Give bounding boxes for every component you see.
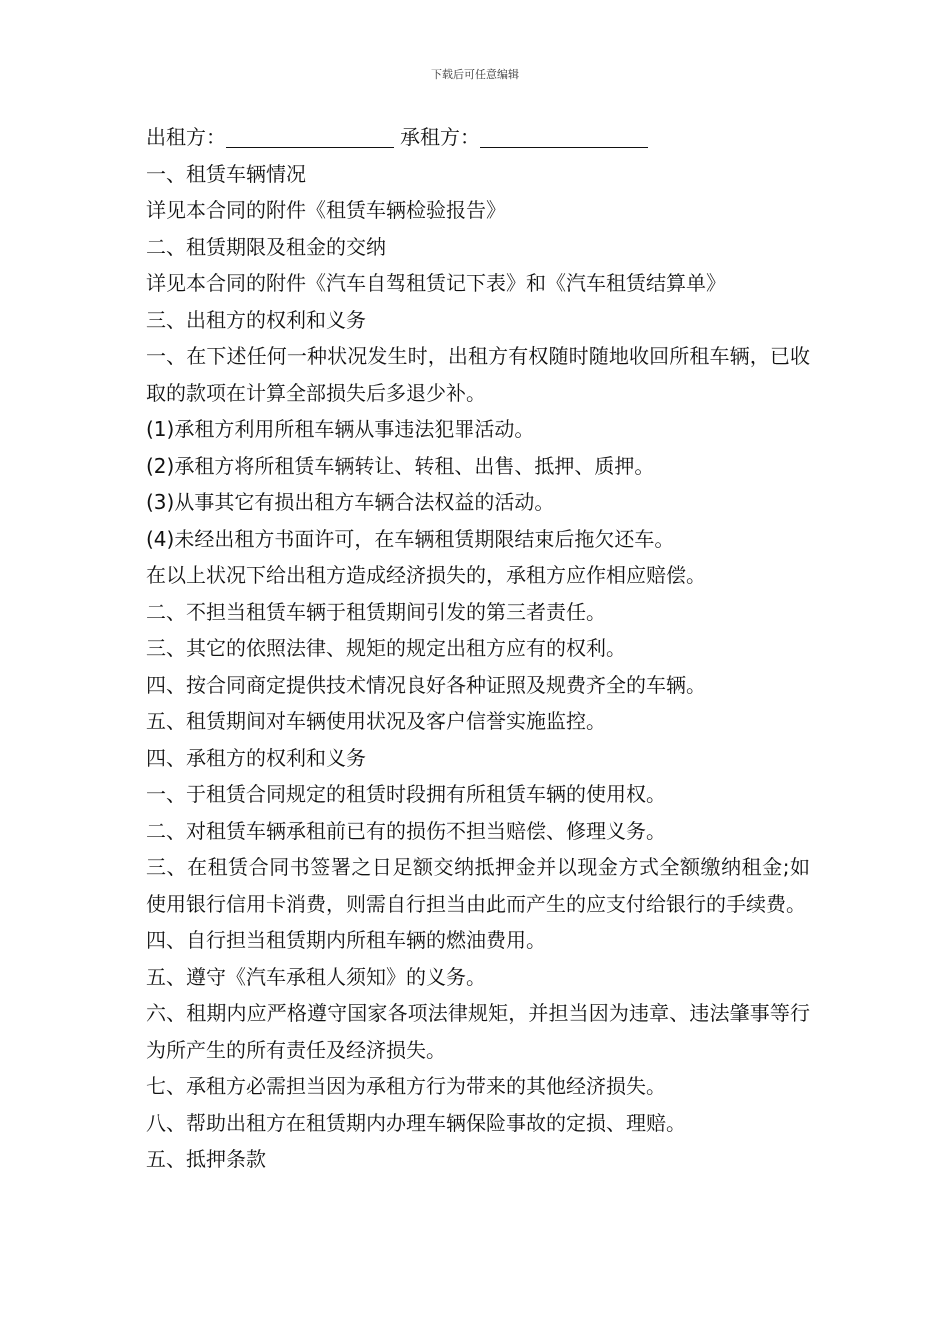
paragraph: 七、承租方必需担当因为承租方行为带来的其他经济损失。 bbox=[146, 1074, 666, 1098]
list-item: (2)承租方将所租赁车辆转让、转租、出售、抵押、质押。 bbox=[146, 453, 655, 478]
list-item: (3)从事其它有损出租方车辆合法权益的活动。 bbox=[146, 490, 555, 514]
parties-line bbox=[146, 119, 810, 156]
paragraph: 五、租赁期间对车辆使用状况及客户信誉实施监控。 bbox=[146, 709, 606, 733]
lessor-blank bbox=[226, 125, 394, 148]
paragraph: 四、自行担当租赁期内所租车辆的燃油费用。 bbox=[146, 928, 546, 952]
paragraph: 详见本合同的附件《汽车自驾租赁记下表》和《汽车租赁结算单》 bbox=[146, 271, 726, 295]
paragraph: 二、不担当租赁车辆于租赁期间引发的第三者责任。 bbox=[146, 599, 606, 624]
section-heading-4: 四、承租方的权利和义务 bbox=[146, 745, 366, 770]
paragraph: 一、于租赁合同规定的租赁时段拥有所租赁车辆的使用权。 bbox=[146, 782, 666, 806]
section-heading-3: 三、出租方的权利和义务 bbox=[146, 307, 366, 332]
section-heading-1: 一、租赁车辆情况 bbox=[146, 161, 306, 186]
list-item: (1)承租方利用所租车辆从事违法犯罪活动。 bbox=[146, 417, 535, 441]
page-header: 下载后可任意编辑 bbox=[431, 68, 519, 81]
paragraph: 详见本合同的附件《租赁车辆检验报告》 bbox=[146, 198, 506, 222]
lessee-label: 承租方： bbox=[400, 125, 480, 149]
paragraph: 一、在下述任何一种状况发生时，出租方有权随时随地收回所租车辆，已收取的款项在计算全部损失后多退少补。 bbox=[146, 344, 810, 405]
paragraph: 在以上状况下给出租方造成经济损失的，承租方应作相应赔偿。 bbox=[146, 563, 706, 587]
paragraph: 三、其它的依照法律、规矩的规定出租方应有的权利。 bbox=[146, 636, 626, 660]
paragraph: 二、对租赁车辆承租前已有的损伤不担当赔偿、修理义务。 bbox=[146, 818, 666, 843]
lessor-label: 出租方： bbox=[146, 125, 226, 149]
paragraph: 四、按合同商定提供技术情况良好各种证照及规费齐全的车辆。 bbox=[146, 672, 706, 697]
lessee-blank bbox=[480, 125, 648, 148]
list-item: (4)未经出租方书面许可，在车辆租赁期限结束后拖欠还车。 bbox=[146, 526, 675, 551]
section-heading-5: 五、抵押条款 bbox=[146, 1147, 266, 1171]
paragraph: 六、租期内应严格遵守国家各项法律规矩，并担当因为违章、违法肇事等行为所产生的所有责任及经济损失。 bbox=[146, 1001, 810, 1062]
paragraph: 三、在租赁合同书签署之日足额交纳抵押金并以现金方式全额缴纳租金;如使用银行信用卡消费，则需自行担当由此而产生的应支付给银行的手续费。 bbox=[146, 855, 810, 916]
document-body bbox=[146, 119, 810, 1178]
paragraph: 五、遵守《汽车承租人须知》的义务。 bbox=[146, 964, 486, 989]
paragraph: 八、帮助出租方在租赁期内办理车辆保险事故的定损、理赔。 bbox=[146, 1110, 686, 1135]
section-heading-2: 二、租赁期限及租金的交纳 bbox=[146, 234, 386, 259]
